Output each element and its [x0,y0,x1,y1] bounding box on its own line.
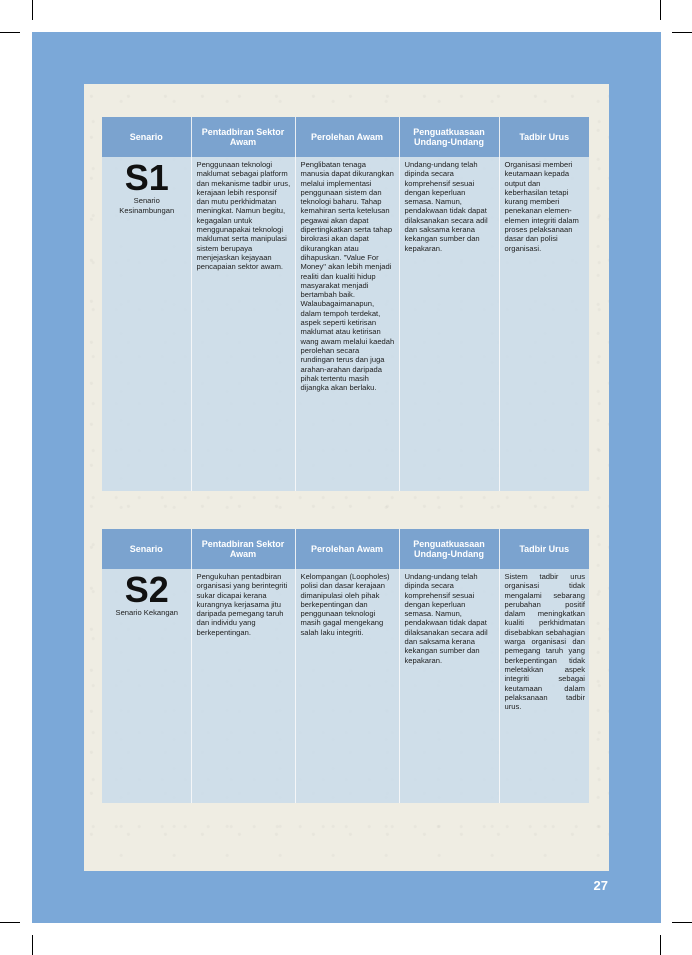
crop-mark [660,0,661,20]
crop-mark [0,32,20,33]
table-header-row [102,117,589,157]
crop-mark [32,935,33,955]
header-penguatkuasaan: Penguatkuasaan Undang-Undang [399,117,499,157]
header-pentadbiran: Pentadbiran Sektor Awam [191,117,295,157]
cell-pentadbiran: Penggunaan teknologi maklumat sebagai platform dan mekanisme tadbir urus, kerajaan lebih responsif dan mutu perkhidmatan meningkat. Namun begitu, kegagalan untuk menggunapakai teknologi maklumat serta manipulasi sistem berupaya menjejaskan kejayaan pencapaian sektor awam. [191,157,295,491]
scenario-label: Senario Kekangan [115,608,178,617]
cell-perolehan: Kelompangan (Loopholes) polisi dan dasar kerajaan dimanipulasi oleh pihak berkepentingan dan penggunaan teknologi masih gagal mengekang salah laku integriti. [295,569,399,803]
cell-perolehan: Penglibatan tenaga manusia dapat dikurangkan melalui implementasi penggunaan sistem dan teknologi baharu. Tahap kemahiran serta ketelusan pegawai akan dapat dipertingkatkan serta tahap birokrasi akan dapat dikurangkan atau dihapuskan. "Value For Money" akan lebih menjadi realiti dan kualiti hidup masyarakat menjadi bertambah baik. Walaubagaimanapun, dalam tempoh terdekat, aspek seperti ketirisan maklumat atau ketirisan wang awam melalui kaedah perolehan secara rundingan terus dan juga arahan-arahan daripada pihak tertentu masih dijangka akan berlaku. [295,157,399,491]
header-tadbir-urus: Tadbir Urus [499,529,589,569]
cell-penguatkuasaan: Undang-undang telah dipinda secara komprehensif sesuai dengan keperluan semasa. Namun, pendakwaan tidak dapat dilaksanakan secara adil dan saksama kerana kekangan sumber dan kepakaran. [399,157,499,491]
scenario-label: Senario Kesinambungan [119,196,175,215]
header-perolehan: Perolehan Awam [295,529,399,569]
page-number: 27 [593,878,608,893]
scenario-table-s1 [102,117,589,491]
scenario-cell [102,157,191,491]
cell-penguatkuasaan: Undang-undang telah dipinda secara komprehensif sesuai dengan keperluan semasa. Namun, pendakwaan tidak dapat dilaksanakan secara adil dan saksama kerana kekangan sumber dan kepakaran. [399,569,499,803]
table-row [102,569,589,803]
header-pentadbiran: Pentadbiran Sektor Awam [191,529,295,569]
crop-mark [672,32,692,33]
table-row [102,157,589,491]
crop-mark [0,922,20,923]
cell-tadbir-urus: Sistem tadbir urus organisasi tidak mengalami sebarang perubahan positif dalam meningkatkan kualiti perkhidmatan disebabkan sebahagian warga organisasi dan pemegang taruh yang berkepentingan tidak meletakkan aspek integriti sebagai keutamaan dalam pelaksanaan tadbir urus. [499,569,589,803]
scenario-cell [102,569,191,803]
header-perolehan: Perolehan Awam [295,117,399,157]
crop-mark [32,0,33,20]
cell-pentadbiran: Pengukuhan pentadbiran organisasi yang berintegriti sukar dicapai kerana kurangnya kerjasama jitu daripada pemegang taruh dan individu yang berkepentingan. [191,569,295,803]
header-senario: Senario [102,529,191,569]
scenario-code: S2 [124,569,169,610]
table-header-row [102,529,589,569]
scenario-code: S1 [124,157,169,198]
scenario-table-s2 [102,529,589,803]
crop-mark [660,935,661,955]
crop-mark [672,922,692,923]
cell-tadbir-urus: Organisasi memberi keutamaan kepada output dan keberhasilan tetapi kurang memberi penekanan elemen-elemen integriti dalam proses pelaksanaan dasar dan polisi organisasi. [499,157,589,491]
header-senario: Senario [102,117,191,157]
header-tadbir-urus: Tadbir Urus [499,117,589,157]
header-penguatkuasaan: Penguatkuasaan Undang-Undang [399,529,499,569]
